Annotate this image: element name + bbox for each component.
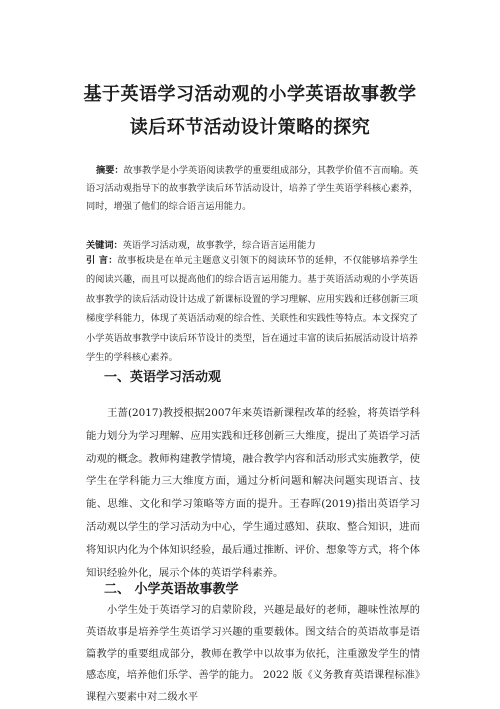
abstract-label: 摘要： xyxy=(96,165,124,176)
section-1-heading: 一、英语学习活动观 xyxy=(104,370,222,385)
keywords-line xyxy=(86,237,418,251)
abstract-text: 故事教学是小学英语阅读教学的重要组成部分，其教学价值不言而喻。英语习活动观指导下的故事教学读后环节活动设计，培养了学生英语学科核心素养，同时，增强了他们的综合语言运用能力。 xyxy=(86,165,419,212)
section-2-heading: 二、 小学英语故事教学 xyxy=(104,582,239,597)
intro-text: 故事板块是在单元主题意义引领下的阅读环节的延伸，不仅能够培养学生的阅读兴趣，而且可以提高他们的综合语言运用能力。基于英语活动观的小学英语故事教学的读后活动设计达成了新课标设置的学习理解、应用实践和迁移创新三项梯度学科能力，体现了英语活动观的综合性、关联性和实践性等特点。本文探究了小学英语故事教学中读后环节设计的类型，旨在通过丰富的读后拓展活动设计培养学生的学科核心素养。 xyxy=(86,255,418,364)
intro-label: 引 言： xyxy=(86,255,118,266)
section-1-body: 王蔷(2017)教授根据2007年来英语新课程改革的经验，将英语学科能力划分为学习理解、应用实践和迁移创新三大维度，提出了英语学习活动观的概念。教师构建教学情境，融合教学内容和活动形式实施教学，使学生在学科能力三大维度方面，通过分析问题和解决问题实现语言、技能、思维、文化和学习策略等方面的提升。王春晖(2019)指出英语学习活动观以学生的学习活动为中心，学生通过感知、获取、整合知识，进而将知识内化为个体知识经验，最后通过推断、评价、想象等方式，将个体知识经验外化，展示个体的英语学科素养。 xyxy=(86,407,420,579)
keywords-label: 关键词： xyxy=(86,240,123,251)
intro-paragraph xyxy=(86,251,418,367)
title-line-2: 读后环节活动设计策略的探究 xyxy=(129,117,371,138)
title-line-1: 基于英语学习活动观的小学英语故事教学 xyxy=(83,84,417,105)
abstract-paragraph xyxy=(86,162,418,216)
section-2-body: 小学生处于英语学习的启蒙阶段，兴趣是最好的老师，趣味性浓厚的英语故事是培养学生英语学习兴趣的重要载体。图文结合的英语故事是语篇教学的重要组成部分，教师在教学中以故事为依托，注重激发学生的情感态度，培养他们乐学、善学的能力。 2022 版《义务教育英语课程标准》课程六要素中对二级水平 xyxy=(86,605,420,704)
keywords-text: 英语学习活动观，故事教学，综合语言运用能力 xyxy=(122,240,316,251)
